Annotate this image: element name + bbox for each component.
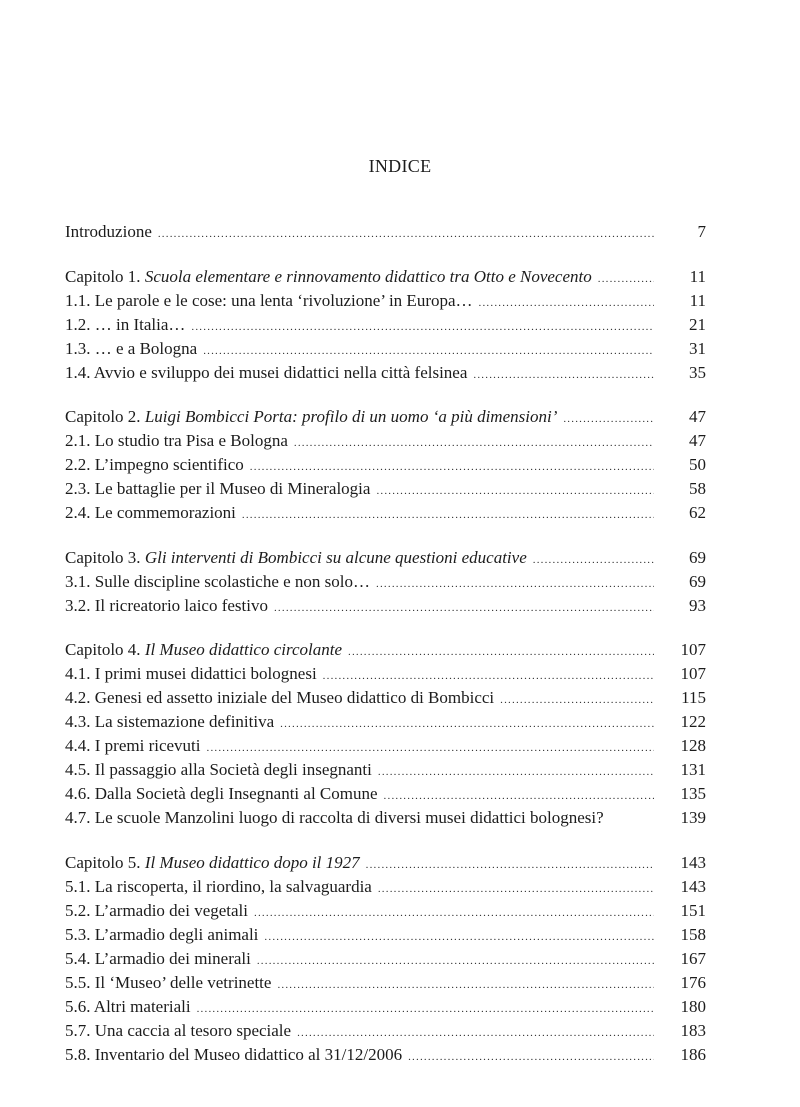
toc-page-number: 151: [680, 900, 706, 920]
toc-entry-row[interactable]: [65, 923, 706, 947]
toc-entry-row[interactable]: [65, 662, 706, 686]
toc-dot-leader: [563, 414, 654, 425]
toc-entry-text: 4.4. I premi ricevuti: [65, 736, 201, 755]
toc-entry-label: [65, 806, 604, 830]
toc-entry-label: [65, 220, 152, 244]
toc-entry-label: [65, 546, 527, 570]
toc-entry-text: 2.1. Lo studio tra Pisa e Bologna: [65, 431, 288, 450]
toc-entry-row[interactable]: [65, 686, 706, 710]
toc-chapter-title: Scuola elementare e rinnovamento didattico tra Otto e Novecento: [144, 266, 592, 286]
table-of-contents: [65, 220, 706, 1067]
toc-entry-row[interactable]: [65, 899, 706, 923]
toc-dot-leader: [297, 1028, 654, 1039]
toc-page-number: 58: [689, 479, 706, 498]
toc-entry-text: 5.7. Una caccia al tesoro speciale: [65, 1020, 292, 1040]
toc-section: [65, 546, 706, 618]
toc-entry-label: [65, 429, 288, 453]
toc-page-number: 107: [680, 664, 706, 683]
toc-entry-label: [65, 594, 268, 618]
toc-entry-text: 2.3. Le battaglie per il Museo di Mineralogia: [65, 479, 371, 498]
toc-page-number: 122: [680, 712, 706, 731]
toc-dot-leader: [264, 932, 654, 943]
toc-page-number: 158: [680, 924, 706, 944]
toc-entry-text: 3.1. Sulle discipline scolastiche e non solo…: [65, 571, 371, 591]
toc-entry-text: 5.8. Inventario del Museo didattico al 31/12/2006: [65, 1044, 403, 1064]
toc-entry-label: [65, 971, 271, 995]
toc-entry-text: 4.3. La sistemazione definitiva: [65, 712, 275, 731]
page-title: INDICE: [368, 156, 432, 176]
toc-entry-label: [65, 453, 244, 477]
toc-dot-leader: [250, 462, 654, 473]
toc-page-number: 176: [680, 972, 706, 992]
toc-dot-leader: [277, 980, 654, 991]
toc-section: [65, 851, 706, 1067]
toc-dot-leader: [366, 860, 654, 871]
toc-entry-row[interactable]: [65, 971, 706, 995]
toc-page-number: 47: [689, 431, 706, 450]
toc-entry-row[interactable]: [65, 710, 706, 734]
toc-page-number: 11: [689, 266, 706, 286]
toc-entry-text: 5.4. L’armadio dei minerali: [65, 948, 251, 968]
toc-entry-text: 1.2. … in Italia…: [65, 314, 186, 334]
toc-page-number: 186: [680, 1044, 706, 1064]
toc-page-number: 143: [680, 852, 706, 872]
toc-entry-label: [65, 995, 191, 1019]
toc-entry-label: [65, 477, 370, 501]
toc-entry-row[interactable]: [65, 875, 706, 899]
toc-entry-text: 2.4. Le commemorazioni: [65, 503, 236, 522]
toc-entry-row[interactable]: [65, 734, 706, 758]
toc-entry-text: Introduzione: [65, 222, 152, 241]
toc-page-number: 128: [680, 736, 706, 755]
toc-entry-text: Capitolo 3.: [65, 547, 145, 567]
toc-page-number: 7: [697, 222, 706, 241]
toc-entry-row[interactable]: [65, 289, 706, 313]
toc-entry-label: [65, 570, 370, 594]
toc-dot-leader: [376, 579, 654, 590]
toc-dot-leader: [242, 510, 654, 521]
toc-entry-label: [65, 875, 372, 899]
toc-dot-leader: [207, 743, 655, 754]
toc-entry-label: [65, 686, 494, 710]
toc-entry-label: [65, 758, 372, 782]
toc-dot-leader: [158, 229, 654, 240]
toc-page-number: 69: [689, 547, 706, 567]
toc-dot-leader: [378, 884, 654, 895]
toc-entry-text: Capitolo 1.: [65, 266, 145, 286]
toc-entry-row[interactable]: [65, 782, 706, 806]
toc-entry-row[interactable]: [65, 453, 706, 477]
toc-entry-row[interactable]: [65, 570, 706, 594]
toc-entry-text: Capitolo 2.: [65, 407, 145, 426]
toc-entry-label: [65, 337, 197, 361]
toc-section: [65, 405, 706, 525]
toc-entry-row[interactable]: [65, 806, 706, 830]
toc-entry-row[interactable]: [65, 501, 706, 525]
toc-dot-leader: [479, 298, 654, 309]
toc-entry-text: 5.5. Il ‘Museo’ delle vetrinette: [65, 972, 272, 992]
toc-entry-label: [65, 265, 592, 289]
toc-page-number: 115: [681, 688, 706, 707]
toc-entry-row[interactable]: [65, 995, 706, 1019]
toc-dot-leader: [197, 1004, 654, 1015]
toc-entry-text: 2.2. L’impegno scientifico: [65, 455, 244, 474]
toc-dot-leader: [203, 346, 654, 357]
toc-chapter-title: Luigi Bombicci Porta: profilo di un uomo ‘a più dimensioni’: [144, 407, 558, 426]
toc-page-number: 180: [680, 996, 706, 1016]
toc-entry-text: 4.1. I primi musei didattici bolognesi: [65, 664, 317, 683]
toc-entry-label: [65, 662, 317, 686]
toc-entry-text: Capitolo 5.: [65, 852, 145, 872]
toc-dot-leader: [257, 956, 654, 967]
toc-entry-text: 4.6. Dalla Società degli Insegnanti al Comune: [65, 784, 378, 803]
toc-entry-label: [65, 501, 236, 525]
toc-dot-leader: [378, 767, 654, 778]
toc-dot-leader: [191, 322, 654, 333]
toc-page-number: 50: [689, 455, 706, 474]
toc-dot-leader: [473, 370, 654, 381]
toc-chapter-title: Gli interventi di Bombicci su alcune questioni educative: [144, 547, 527, 567]
toc-section: [65, 638, 706, 830]
toc-entry-label: [65, 1019, 291, 1043]
toc-entry-label: [65, 638, 342, 662]
toc-entry-row[interactable]: [65, 594, 706, 618]
toc-entry-label: [65, 923, 258, 947]
toc-entry-row[interactable]: [65, 220, 706, 244]
toc-dot-leader: [323, 671, 654, 682]
toc-dot-leader: [254, 908, 654, 919]
toc-chapter-row[interactable]: [65, 638, 706, 662]
toc-page-number: 93: [689, 595, 706, 615]
toc-entry-row[interactable]: [65, 1043, 706, 1067]
toc-page-number: 69: [689, 571, 706, 591]
toc-page-number: 11: [689, 290, 706, 310]
toc-entry-label: [65, 710, 274, 734]
toc-entry-row[interactable]: [65, 477, 706, 501]
toc-dot-leader: [280, 719, 654, 730]
toc-entry-text: 4.7. Le scuole Manzolini luogo di raccolta di diversi musei didattici bolognesi?: [65, 808, 604, 827]
toc-page-number: 62: [689, 503, 706, 522]
toc-dot-leader: [500, 695, 654, 706]
toc-entry-row[interactable]: [65, 361, 706, 385]
toc-entry-text: 1.4. Avvio e sviluppo dei musei didattici nella città felsinea: [65, 362, 468, 382]
toc-entry-row[interactable]: [65, 947, 706, 971]
toc-entry-label: [65, 405, 557, 429]
toc-entry-text: 1.1. Le parole e le cose: una lenta ‘rivoluzione’ in Europa…: [65, 290, 473, 310]
toc-chapter-row[interactable]: [65, 546, 706, 570]
toc-page-number: 143: [680, 876, 706, 896]
toc-page-number: 167: [680, 948, 706, 968]
toc-page-number: 35: [689, 362, 706, 382]
toc-dot-leader: [294, 438, 654, 449]
toc-entry-label: [65, 289, 473, 313]
toc-entry-row[interactable]: [65, 337, 706, 361]
toc-page-number: 131: [680, 760, 706, 779]
toc-chapter-row[interactable]: [65, 405, 706, 429]
toc-page-number: 135: [680, 784, 706, 803]
toc-entry-label: [65, 782, 378, 806]
toc-entry-label: [65, 1043, 402, 1067]
toc-entry-label: [65, 734, 201, 758]
toc-entry-text: 5.1. La riscoperta, il riordino, la salvaguardia: [65, 876, 372, 896]
toc-chapter-row[interactable]: [65, 265, 706, 289]
toc-dot-leader: [384, 791, 654, 802]
toc-entry-row[interactable]: [65, 429, 706, 453]
toc-page-number: 183: [680, 1020, 706, 1040]
toc-entry-text: 5.3. L’armadio degli animali: [65, 924, 259, 944]
toc-entry-text: 3.2. Il ricreatorio laico festivo: [65, 595, 268, 615]
toc-dot-leader: [274, 603, 654, 614]
toc-page-number: 21: [689, 314, 706, 334]
toc-entry-row[interactable]: [65, 313, 706, 337]
toc-page-number: 139: [680, 808, 706, 827]
toc-dot-leader: [598, 274, 654, 285]
toc-dot-leader: [348, 647, 654, 658]
toc-entry-row[interactable]: [65, 1019, 706, 1043]
toc-entry-label: [65, 851, 360, 875]
toc-section: [65, 265, 706, 385]
toc-page-number: 107: [680, 640, 706, 659]
toc-entry-text: 4.2. Genesi ed assetto iniziale del Museo didattico di Bombicci: [65, 688, 495, 707]
toc-entry-text: 4.5. Il passaggio alla Società degli insegnanti: [65, 760, 372, 779]
toc-dot-leader: [376, 486, 654, 497]
toc-chapter-row[interactable]: [65, 851, 706, 875]
toc-entry-row[interactable]: [65, 758, 706, 782]
toc-entry-text: 1.3. … e a Bologna: [65, 338, 198, 358]
toc-entry-text: 5.6. Altri materiali: [65, 996, 191, 1016]
toc-entry-label: [65, 947, 251, 971]
toc-entry-label: [65, 899, 248, 923]
toc-entry-text: Capitolo 4.: [65, 640, 145, 659]
toc-entry-label: [65, 313, 185, 337]
toc-dot-leader: [408, 1052, 654, 1063]
toc-chapter-title: Il Museo didattico circolante: [144, 640, 342, 659]
toc-chapter-title: Il Museo didattico dopo il 1927: [144, 852, 360, 872]
toc-entry-label: [65, 361, 467, 385]
toc-section: [65, 220, 706, 244]
toc-page-number: 31: [689, 338, 706, 358]
toc-entry-text: 5.2. L’armadio dei vegetali: [65, 900, 249, 920]
toc-page-number: 47: [689, 407, 706, 426]
toc-dot-leader: [533, 555, 654, 566]
